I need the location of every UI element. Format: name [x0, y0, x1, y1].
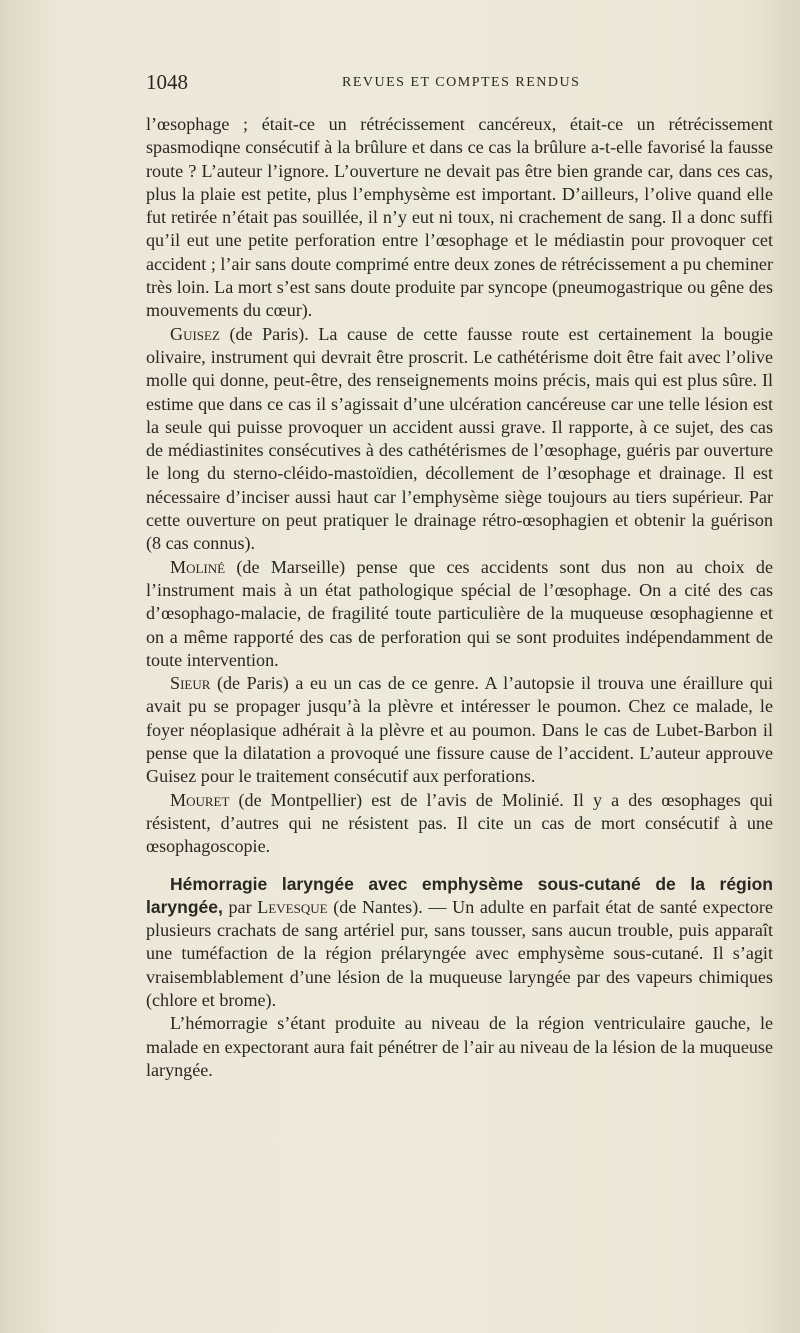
author-name: Sieur: [170, 673, 211, 694]
paragraph-sieur: [146, 672, 773, 788]
running-title: REVUES ET COMPTES RENDUS: [342, 75, 581, 90]
paragraph-molinie: [146, 556, 773, 672]
paragraph-text: (de Nantes). — Un adulte en parfait état de santé expectore plusieurs crachats de sang artériel pur, sans tousser, sans aucun trouble, puis apparaît une tuméfaction de la région prélaryngée avec emphysème sous-cutané. Il s’agit vraisemblablement d’une lésion de la muqueuse laryngée par des vapeurs chimiques (chlore et brome).: [146, 896, 773, 1010]
page-header: [146, 70, 766, 100]
author-name: Mouret: [170, 789, 230, 810]
paragraph-text-connector: par: [222, 896, 258, 917]
paragraph-text: l’œsophage ; était-ce un rétrécissement cancéreux, était-ce un rétrécissement spasmodiqne consécutif à la brûlure et dans ce cas la brûlure a-t-elle favorisé la fausse route ? L’auteur l’ignore. L’ouverture ne devait pas être bien grande car, dans ces cas, plus la plaie est petite, plus l’emphysème est important. D’ailleurs, l’olive quand elle fut retirée n’était pas souillée, il n’y eut ni toux, ni crachement de sang. Il a donc suffi qu’il eut une petite perforation entre l’œsophage et le médiastin pour provoquer cet accident ; l’air sans doute comprimé entre deux zones de rétrécissement a pu cheminer très loin. La mort s’est sans doute produite par syncope (pneumogastrique ou gêne des mouvements du cœur).: [146, 114, 773, 321]
paragraph-guisez: [146, 323, 773, 556]
section-gap: [146, 859, 773, 873]
body-text: [146, 113, 773, 1082]
author-name: Levesque: [257, 896, 328, 917]
paragraph-section-levesque: [146, 873, 773, 1013]
author-name: Guisez: [170, 323, 220, 344]
author-name: Moliné: [170, 556, 226, 577]
paragraph-mouret: [146, 789, 773, 859]
page-number: 1048: [146, 70, 188, 94]
paragraph-text: (de Marseille) pense que ces accidents sont dus non au choix de l’instrument mais à un état pathologique spécial de l’œsophage. On a cité des cas d’œsophago-malacie, de fragilité toute particulière de la muqueuse œsophagienne et on a même rapporté des cas de perforation qui se sont produites indépendamment de toute intervention.: [146, 556, 773, 670]
paragraph-continuation: [146, 113, 773, 323]
paragraph-text: (de Montpellier) est de l’avis de Molinié. Il y a des œsophages qui résistent, d’autres qui ne résistent pas. Il cite un cas de mort consécutif à une œsophagoscopie.: [146, 789, 773, 857]
paragraph-final: [146, 1012, 773, 1082]
paragraph-text: (de Paris) a eu un cas de ce genre. A l’autopsie il trouva une éraillure qui avait pu se propager jusqu’à la plèvre et intéresser le poumon. Chez ce malade, le foyer néoplasique adhérait à la plèvre et au poumon. Dans le cas de Lubet-Barbon il pense que la dilatation a provoqué une fissure cause de l’accident. L’auteur approuve Guisez pour le traitement consécutif aux perforations.: [146, 673, 773, 787]
section-title: Hémorragie laryngée avec emphysème sous-cutané de la région laryngée,: [146, 873, 773, 917]
paragraph-text: (de Paris). La cause de cette fausse route est certainement la bougie olivaire, instrument qui devrait être proscrit. Le cathétérisme doit être fait avec l’olive molle qui donne, peut-être, des renseignements moins précis, mais qui est plus sûre. Il estime que dans ce cas il s’agissait d’une ulcération cancéreuse car une telle lésion est la seule qui puisse provoquer un accident aussi grave. Il rapporte, à ce sujet, des cas de médiastinites consécutives à des cathétérismes de l’œsophage, guéris par ouverture le long du sterno-cléido-mastoïdien, décollement de l’œsophage et drainage. Il est nécessaire d’inciser aussi haut car l’emphysème siège toujours au tiers supérieur. Par cette ouverture on peut pratiquer le drainage rétro-œsophagien et obtenir la guérison (8 cas connus).: [146, 323, 773, 554]
paragraph-text: L’hémorragie s’étant produite au niveau de la région ventriculaire gauche, le malade en expectorant aura fait pénétrer de l’air au niveau de la lésion de la muqueuse laryngée.: [146, 1013, 773, 1080]
